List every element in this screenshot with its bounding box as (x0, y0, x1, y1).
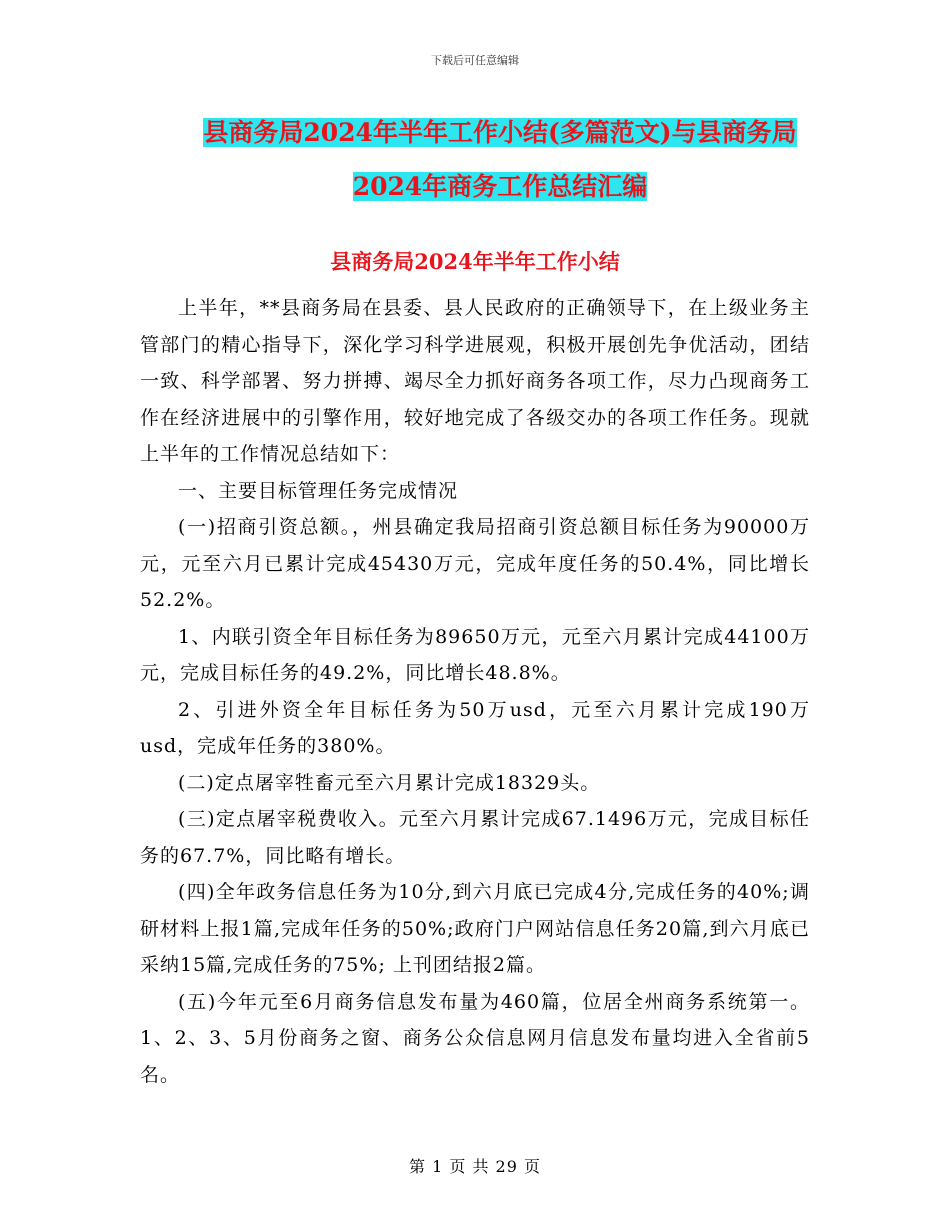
paragraph-slaughter-tax: (三)定点屠宰税费收入。元至六月累计完成67.1496万元，完成目标任务的67.7%，同比略有增长。 (140, 808, 810, 867)
paragraph-domestic-investment: 1、内联引资全年目标任务为89650万元，元至六月累计完成44100万元，完成目标任务的49.2%，同比增长48.8%。 (140, 625, 810, 684)
document-title-line-2: 2024年商务工作总结汇编 (352, 172, 648, 201)
paragraph-investment-total: (一)招商引资总额。，州县确定我局招商引资总额目标任务为90000万元，元至六月已累计完成45430万元，完成年度任务的50.4%，同比增长52.2%。 (140, 516, 810, 611)
document-title-line-1: 县商务局2024年半年工作小结(多篇范文)与县商务局 (203, 118, 797, 147)
paragraph-foreign-investment: 2、引进外资全年目标任务为50万usd，元至六月累计完成190万usd，完成年任务的380%。 (140, 698, 810, 757)
paragraph-government-info: (四)全年政务信息任务为10分,到六月底已完成4分,完成任务的40%;调研材料上报1篇,完成年任务的50%;政府门户网站信息任务20篇,到六月底已采纳15篇,完成任务的75%; 上刊团结报2篇。 (140, 881, 810, 976)
document-title (140, 106, 860, 214)
paragraph-intro: 上半年，**县商务局在县委、县人民政府的正确领导下，在上级业务主管部门的精心指导下，深化学习科学进展观，积极开展创先争优活动，团结一致、科学部署、努力拼搏、竭尽全力抓好商务各项工作，尽力凸现商务工作在经济进展中的引擎作用，较好地完成了各级交办的各项工作任务。现就上半年的工作情况总结如下： (140, 297, 810, 465)
paragraph-heading-main-targets: 一、主要目标管理任务完成情况 (178, 479, 459, 502)
document-body (140, 290, 810, 1093)
paragraph-slaughter-count: (二)定点屠宰牲畜元至六月累计完成18329头。 (178, 771, 601, 794)
header-note: 下载后可任意编辑 (431, 54, 519, 67)
page-footer: 第 1 页 共 29 页 (409, 1157, 541, 1176)
section-title: 县商务局2024年半年工作小结 (330, 249, 620, 274)
paragraph-commerce-info: (五)今年元至6月商务信息发布量为460篇，位居全州商务系统第一。1、2、3、5月份商务之窗、商务公众信息网月信息发布量均进入全省前5名。 (140, 990, 810, 1086)
